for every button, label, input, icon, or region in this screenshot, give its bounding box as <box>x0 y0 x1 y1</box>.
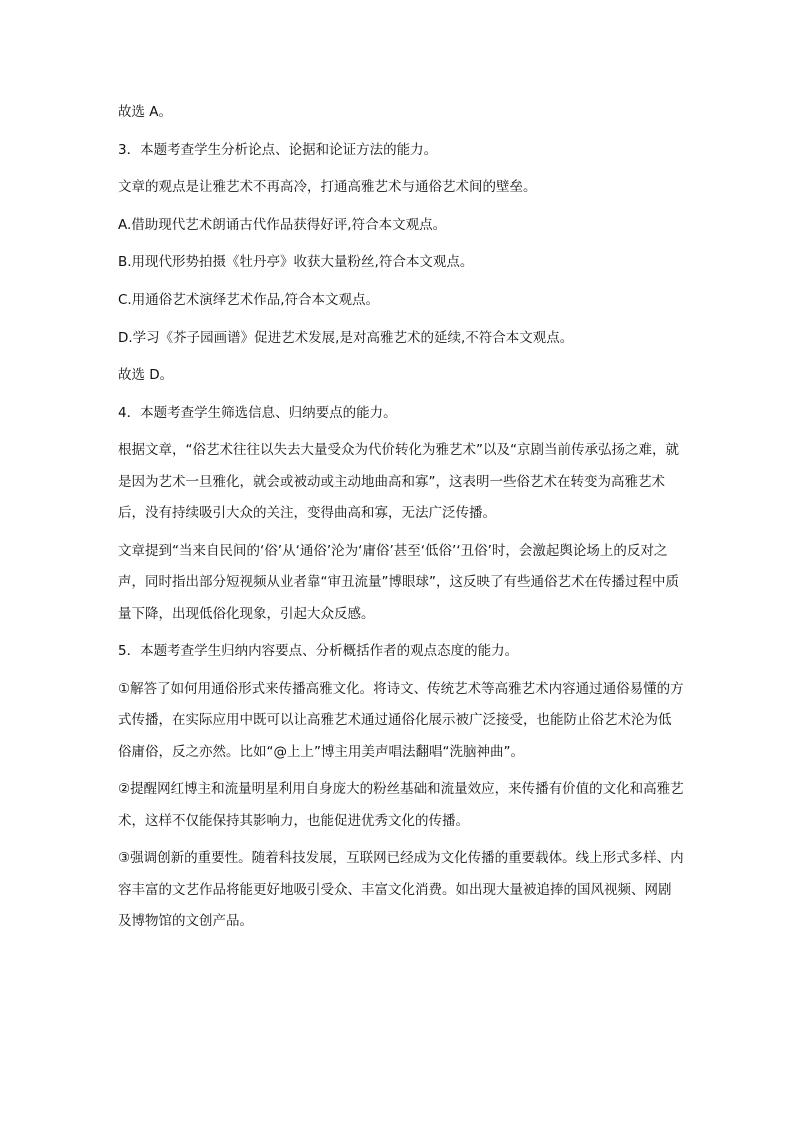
paragraph-q5-point-2: ②提醒网红博主和流量明星利用自身庞大的粉丝基础和流量效应，来传播有价值的文化和高雅艺术，这样不仅能保持其影响力，也能促进优秀文化的传播。 <box>118 781 684 829</box>
paragraph-option-d: D.学习《芥子园画谱》促进艺术发展,是对高雅艺术的延续,不符合本文观点。 <box>118 329 574 346</box>
paragraph-option-c: C.用通俗艺术演绎艺术作品,符合本文观点。 <box>118 291 380 308</box>
paragraph-q5-point-3: ③强调创新的重要性。随着科技发展，互联网已经成为文化传播的重要载体。线上形式多样、内容丰富的文艺作品将能更好地吸引受众、丰富文化消费。如出现大量被追捧的国风视频、网剧及博物馆的文创产品。 <box>118 850 684 930</box>
paragraph-q5-point-1: ①解答了如何用通俗形式来传播高雅文化。将诗文、传统艺术等高雅艺术内容通过通俗易懂的方式传播，在实际应用中既可以让高雅艺术通过通俗化展示被广泛接受，也能防止俗艺术沦为低俗庸俗，反之亦然。比如“@上上”博主用美声唱法翻唱“洗脑神曲”。 <box>118 680 684 760</box>
paragraph-choice-d: 故选 D。 <box>118 367 174 384</box>
paragraph-q4-point-1: 根据文章，“俗艺术往往以失去大量受众为代价转化为雅艺术”以及“京剧当前传承弘扬之难，就是因为艺术一旦雅化，就会或被动或主动地曲高和寡”，这表明一些俗艺术在转变为高雅艺术后，没有持续吸引大众的关注，变得曲高和寡，无法广泛传播。 <box>118 442 679 522</box>
paragraph-option-b: B.用现代形势拍摄《牡丹亭》收获大量粉丝,符合本文观点。 <box>118 254 474 271</box>
paragraph-q5-heading: 5．本题考查学生归纳内容要点、分析概括作者的观点态度的能力。 <box>118 643 519 660</box>
answer-content <box>118 102 684 949</box>
paragraph-q3-heading: 3．本题考查学生分析论点、论据和论证方法的能力。 <box>118 141 438 158</box>
paragraph-q4-heading: 4．本题考查学生筛选信息、归纳要点的能力。 <box>118 404 397 421</box>
paragraph-option-a: A.借助现代艺术朗诵古代作品获得好评,符合本文观点。 <box>118 216 447 233</box>
paragraph-q3-viewpoint: 文章的观点是让雅艺术不再高冷，打通高雅艺术与通俗艺术间的壁垒。 <box>118 179 537 196</box>
paragraph-q4-point-2: 文章提到“当来自民间的‘俗’从‘通俗’沦为‘庸俗’甚至‘低俗’‘丑俗’时，会激起舆论场上的反对之声，同时指出部分短视频从业者靠“审丑流量”博眼球”，这反映了有些通俗艺术在传播过程中质量下降，出现低俗化现象，引起大众反感。 <box>118 542 679 622</box>
paragraph-choice-a: 故选 A。 <box>118 104 173 120</box>
